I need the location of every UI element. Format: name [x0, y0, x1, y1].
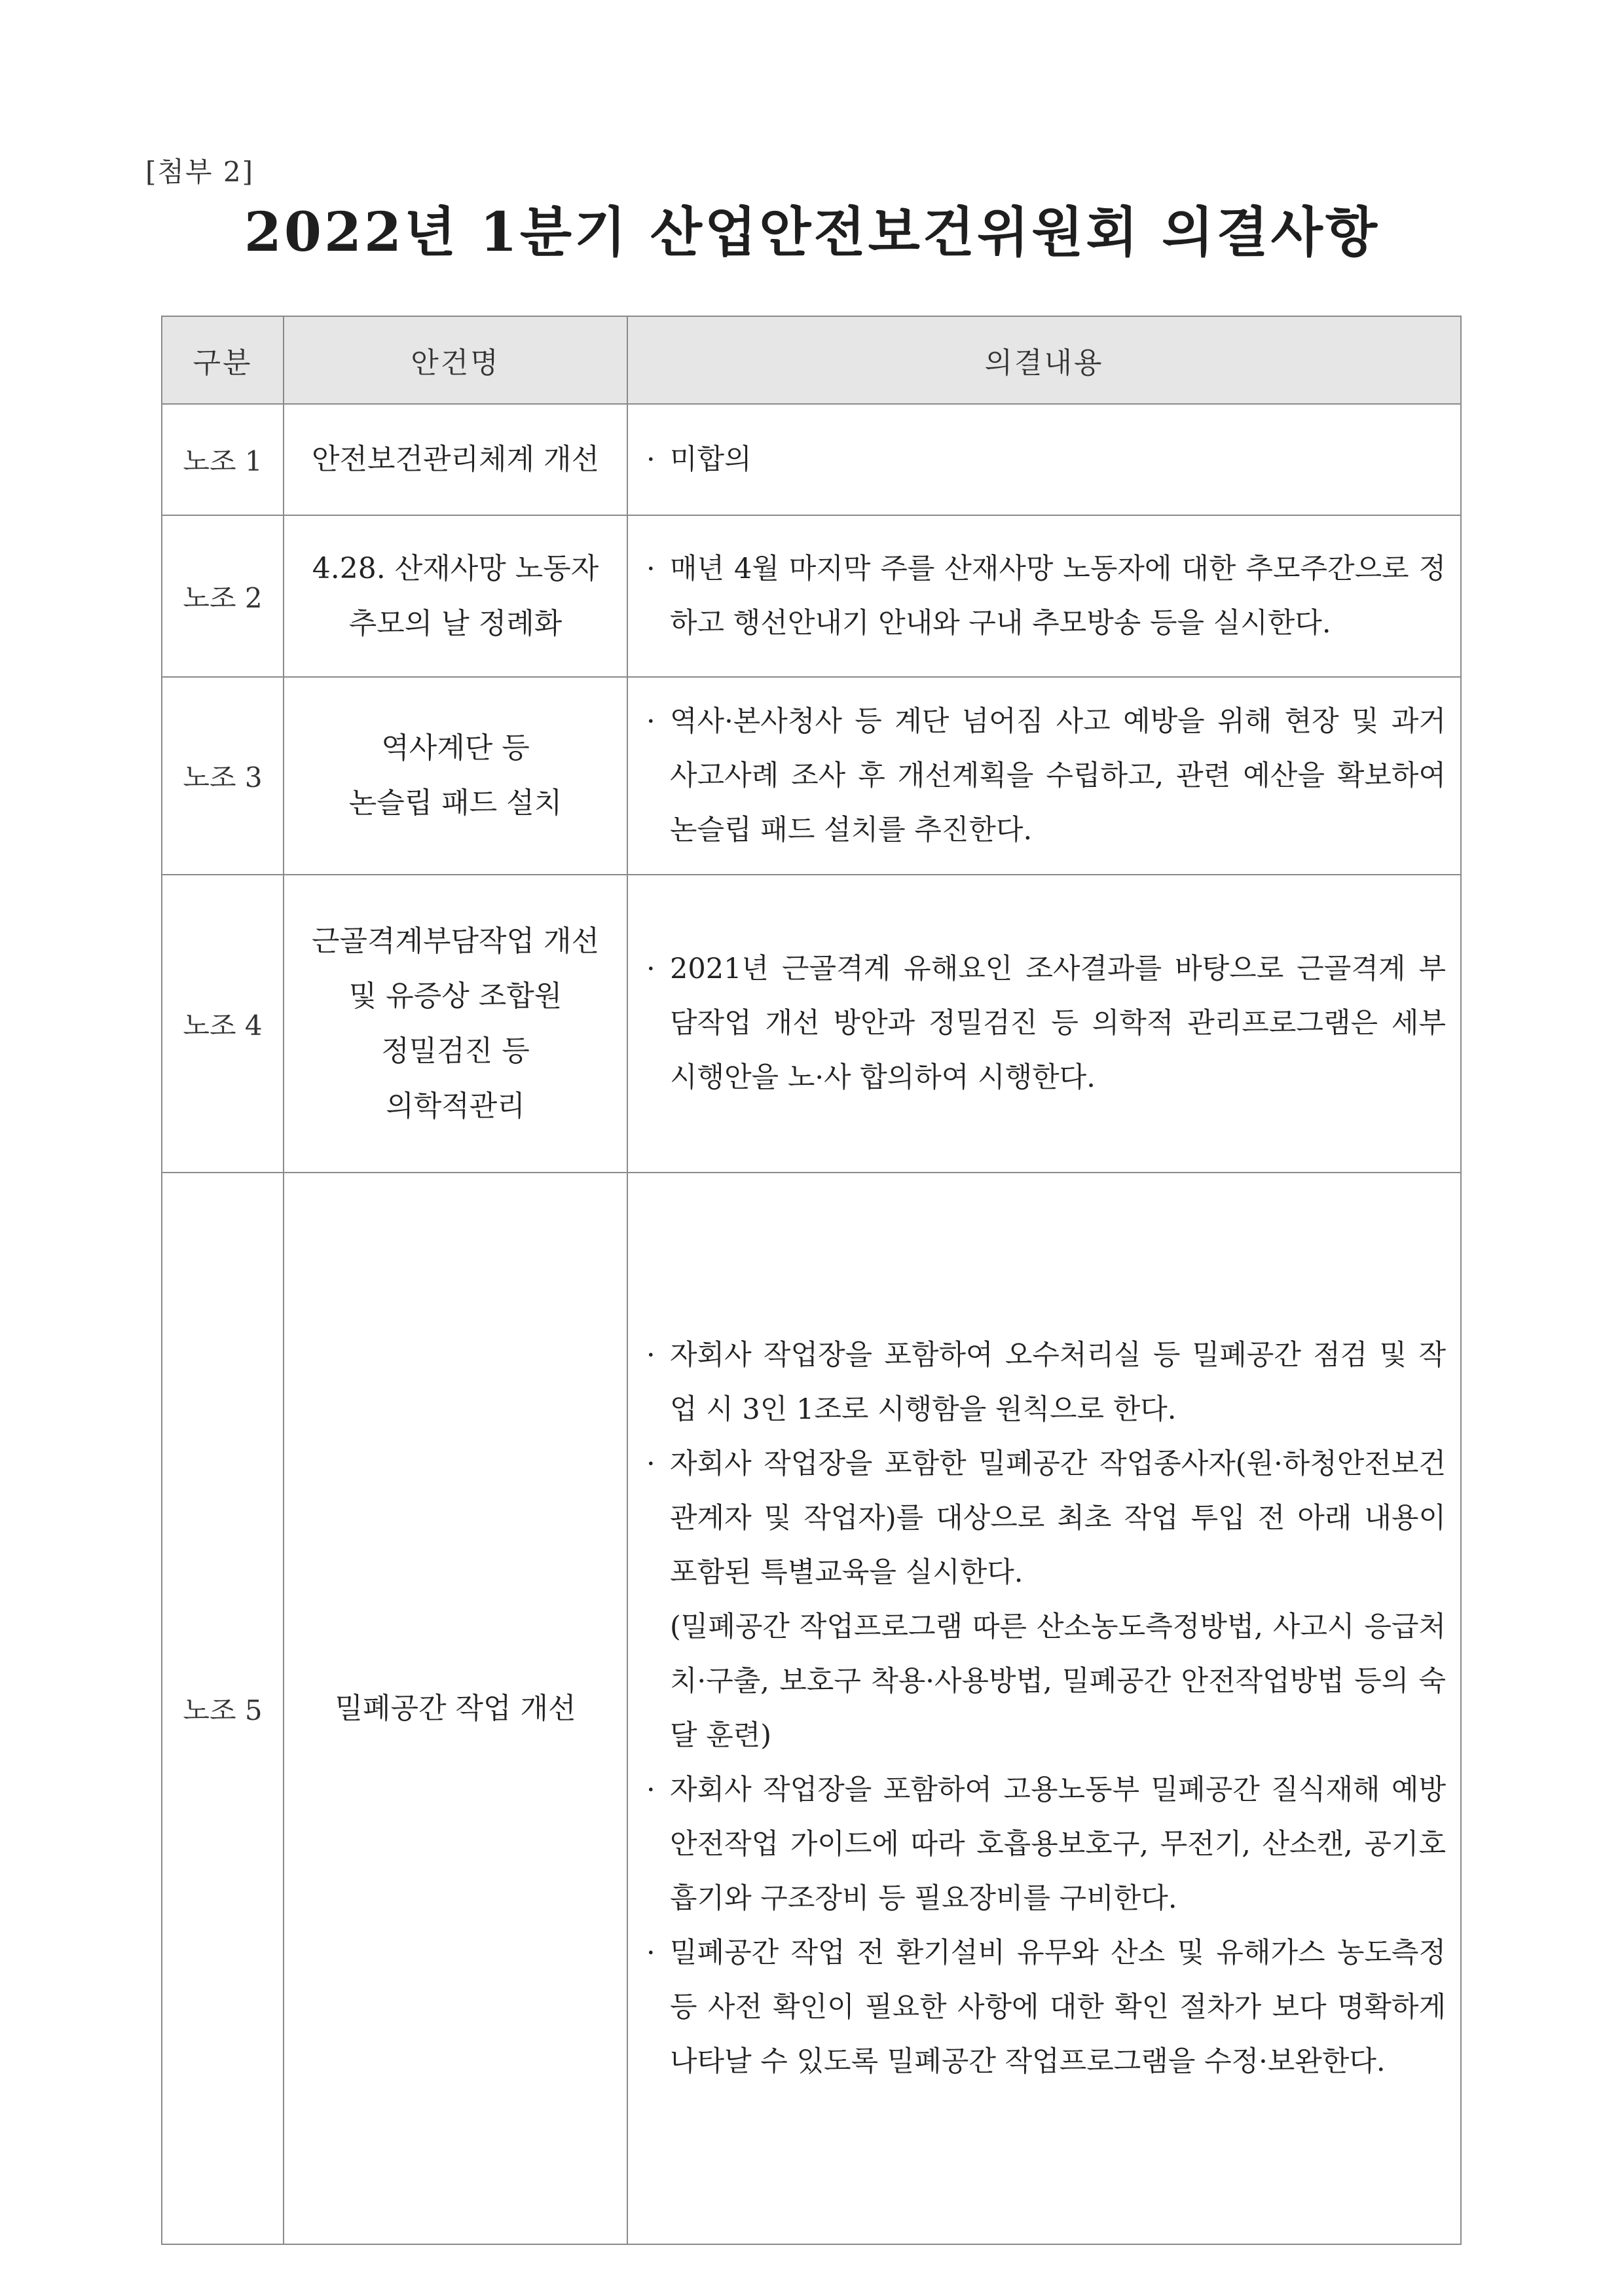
resolution-item	[646, 942, 1446, 1105]
bullet-icon: ·	[646, 552, 655, 585]
header-resolution: 의결내용	[627, 316, 1461, 404]
table-row	[162, 875, 1461, 1173]
resolution-text: 자회사 작업장을 포함한 밀폐공간 작업종사자(원·하청안전보건관계자 및 작업자)를 대상으로 최초 작업 투입 전 아래 내용이 포함된 특별교육을 실시한다.	[670, 1447, 1446, 1589]
resolution-text: 매년 4월 마지막 주를 산재사망 노동자에 대한 추모주간으로 정하고 행선안내기 안내와 구내 추모방송 등을 실시한다.	[670, 552, 1446, 640]
resolution-text: 밀폐공간 작업 전 환기설비 유무와 산소 및 유해가스 농도측정 등 사전 확인이 필요한 사항에 대한 확인 절차가 보다 명확하게 나타날 수 있도록 밀폐공간 작업프로그램을 수정·보완한다.	[670, 1936, 1446, 2078]
agenda-line: 밀폐공간 작업 개선	[335, 1691, 576, 1725]
bullet-icon: ·	[646, 1936, 655, 1969]
attachment-label: [첨부 2]	[145, 156, 254, 188]
bullet-icon: ·	[646, 443, 655, 476]
division-cell: 노조 5	[162, 1173, 284, 2244]
agenda-line: 안전보건관리체계 개선	[311, 443, 600, 476]
header-division: 구분	[162, 316, 284, 404]
resolution-item	[646, 433, 1446, 487]
table-row	[162, 404, 1461, 515]
bullet-icon: ·	[646, 1338, 655, 1372]
table-row	[162, 677, 1461, 875]
resolution-cell	[627, 875, 1461, 1173]
bullet-icon: ·	[646, 1447, 655, 1480]
resolution-cell	[627, 1173, 1461, 2244]
agenda-cell	[284, 677, 627, 875]
bullet-icon: ·	[646, 953, 655, 985]
agenda-cell	[284, 404, 627, 515]
header-agenda: 안건명	[284, 316, 627, 404]
division-cell: 노조 1	[162, 404, 284, 515]
resolution-cell	[627, 404, 1461, 515]
agenda-cell	[284, 515, 627, 677]
agenda-line: 및 유증상 조합원	[348, 979, 563, 1013]
resolution-item	[646, 542, 1446, 651]
training-note: (밀폐공간 작업프로그램 따른 산소농도측정방법, 사고시 응급처치·구출, 보호구 착용·사용방법, 밀폐공간 안전작업방법 등의 숙달 훈련)	[670, 1610, 1446, 1752]
resolution-cell	[627, 515, 1461, 677]
table-row	[162, 1173, 1461, 2244]
bullet-icon: ·	[646, 1773, 655, 1806]
resolutions-table	[161, 316, 1462, 2245]
table-header-row	[162, 316, 1461, 404]
resolution-item	[646, 695, 1446, 858]
agenda-line: 4.28. 산재사망 노동자	[312, 551, 599, 585]
table-row	[162, 515, 1461, 677]
resolution-item	[646, 1763, 1446, 1926]
division-cell: 노조 2	[162, 515, 284, 677]
agenda-line: 논슬립 패드 설치	[348, 786, 563, 820]
resolution-item	[646, 1328, 1446, 1437]
agenda-line: 의학적관리	[386, 1089, 525, 1123]
agenda-cell	[284, 875, 627, 1173]
agenda-line: 근골격계부담작업 개선	[311, 924, 600, 958]
resolution-item	[646, 1437, 1446, 1600]
resolution-text: 미합의	[670, 443, 752, 476]
resolution-cell	[627, 677, 1461, 875]
agenda-line: 역사계단 등	[381, 731, 530, 765]
agenda-line: 정밀검진 등	[381, 1034, 530, 1068]
resolution-text: 2021년 근골격계 유해요인 조사결과를 바탕으로 근골격계 부담작업 개선 방안과 정밀검진 등 의학적 관리프로그램은 세부 시행안을 노·사 합의하여 시행한다.	[670, 953, 1446, 1094]
resolution-text: 자회사 작업장을 포함하여 오수처리실 등 밀폐공간 점검 및 작업 시 3인 1조로 시행함을 원칙으로 한다.	[670, 1338, 1446, 1426]
bullet-icon: ·	[646, 704, 655, 738]
resolution-text: 자회사 작업장을 포함하여 고용노동부 밀폐공간 질식재해 예방 안전작업 가이드에 따라 호흡용보호구, 무전기, 산소캔, 공기호흡기와 구조장비 등 필요장비를 구비한다.	[670, 1773, 1446, 1915]
resolution-text: 역사·본사청사 등 계단 넘어짐 사고 예방을 위해 현장 및 과거 사고사례 조사 후 개선계획을 수립하고, 관련 예산을 확보하여 논슬립 패드 설치를 추진한다.	[670, 704, 1446, 847]
agenda-cell	[284, 1173, 627, 2244]
agenda-line: 추모의 날 정례화	[348, 606, 563, 640]
resolution-item	[646, 1926, 1446, 2089]
division-cell: 노조 4	[162, 875, 284, 1173]
document-title: 2022년 1분기 산업안전보건위원회 의결사항	[244, 201, 1380, 264]
division-cell: 노조 3	[162, 677, 284, 875]
